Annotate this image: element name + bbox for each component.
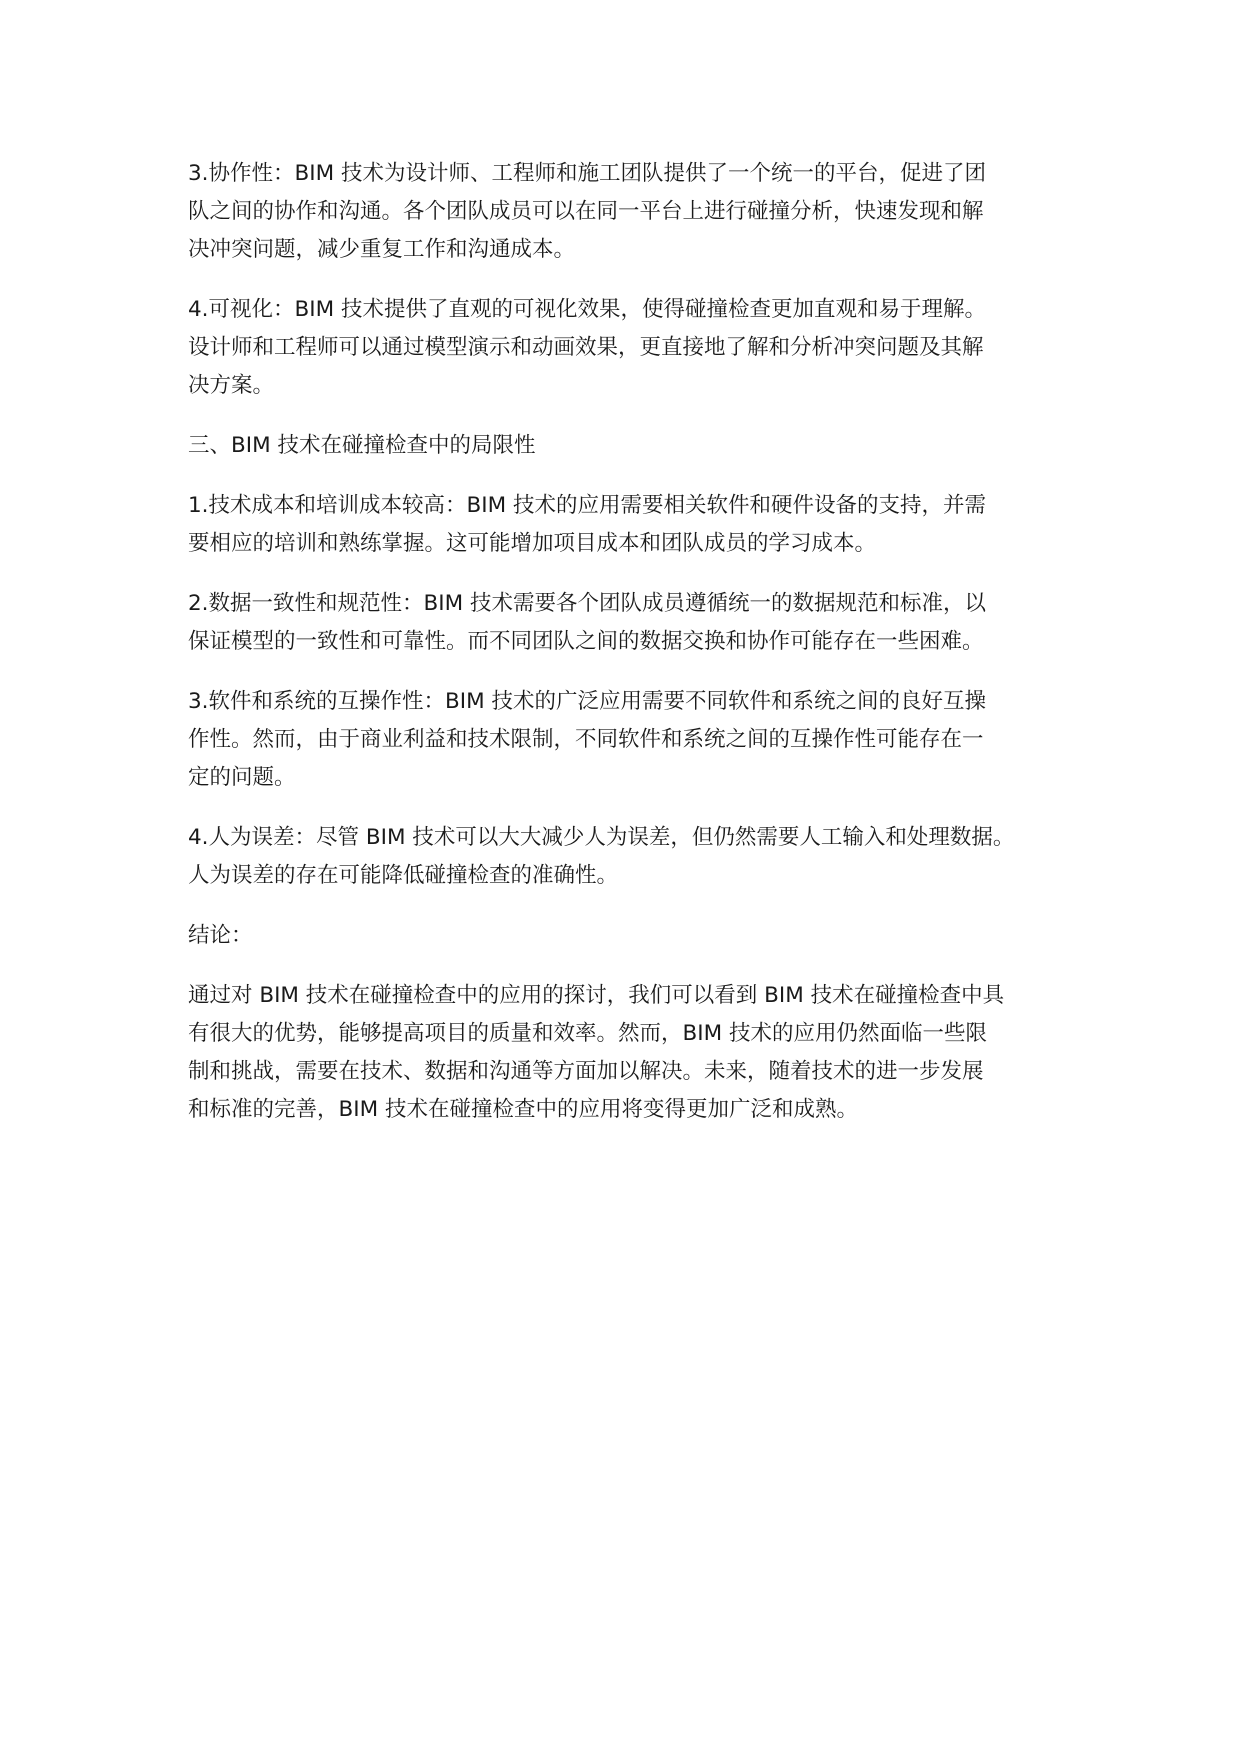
paragraph-visualization <box>188 291 1068 405</box>
paragraph-human-error <box>188 819 1068 895</box>
text-line: 保证模型的一致性和可靠性。而不同团队之间的数据交换和协作可能存在一些困难。 <box>188 629 984 654</box>
paragraph-cost <box>188 487 1068 563</box>
text-line: 结论： <box>188 923 253 948</box>
text-line: 决冲突问题，减少重复工作和沟通成本。 <box>188 237 576 262</box>
text-line: 3.软件和系统的互操作性：BIM 技术的广泛应用需要不同软件和系统之间的良好互操 <box>188 689 986 714</box>
text-line: 有很大的优势，能够提高项目的质量和效率。然而，BIM 技术的应用仍然面临一些限 <box>188 1021 987 1046</box>
text-line: 三、BIM 技术在碰撞检查中的局限性 <box>188 433 536 458</box>
section-heading-limitations <box>188 427 1068 465</box>
paragraph-collaboration <box>188 155 1068 269</box>
text-line: 设计师和工程师可以通过模型演示和动画效果，更直接地了解和分析冲突问题及其解 <box>188 335 984 360</box>
text-line: 队之间的协作和沟通。各个团队成员可以在同一平台上进行碰撞分析，快速发现和解 <box>188 199 984 224</box>
text-line: 3.协作性：BIM 技术为设计师、工程师和施工团队提供了一个统一的平台，促进了团 <box>188 161 986 186</box>
text-line: 通过对 BIM 技术在碰撞检查中的应用的探讨，我们可以看到 BIM 技术在碰撞检查中具 <box>188 983 1005 1008</box>
text-line: 定的问题。 <box>188 765 296 790</box>
text-line: 人为误差的存在可能降低碰撞检查的准确性。 <box>188 863 619 888</box>
text-line: 2.数据一致性和规范性：BIM 技术需要各个团队成员遵循统一的数据规范和标准，以 <box>188 591 986 616</box>
text-line: 作性。然而，由于商业利益和技术限制，不同软件和系统之间的互操作性可能存在一 <box>188 727 984 752</box>
conclusion-heading <box>188 917 1068 955</box>
paragraph-interoperability <box>188 683 1068 797</box>
text-line: 制和挑战，需要在技术、数据和沟通等方面加以解决。未来，随着技术的进一步发展 <box>188 1059 984 1084</box>
paragraph-data-consistency <box>188 585 1068 661</box>
text-line: 要相应的培训和熟练掌握。这可能增加项目成本和团队成员的学习成本。 <box>188 531 877 556</box>
text-line: 决方案。 <box>188 373 275 398</box>
text-line: 4.人为误差：尽管 BIM 技术可以大大减少人为误差，但仍然需要人工输入和处理数据。 <box>188 825 1015 850</box>
text-line: 1.技术成本和培训成本较高：BIM 技术的应用需要相关软件和硬件设备的支持，并需 <box>188 493 986 518</box>
document-body <box>188 155 1068 1151</box>
text-line: 4.可视化：BIM 技术提供了直观的可视化效果，使得碰撞检查更加直观和易于理解。 <box>188 297 986 322</box>
paragraph-conclusion <box>188 977 1068 1129</box>
text-line: 和标准的完善，BIM 技术在碰撞检查中的应用将变得更加广泛和成熟。 <box>188 1097 858 1122</box>
